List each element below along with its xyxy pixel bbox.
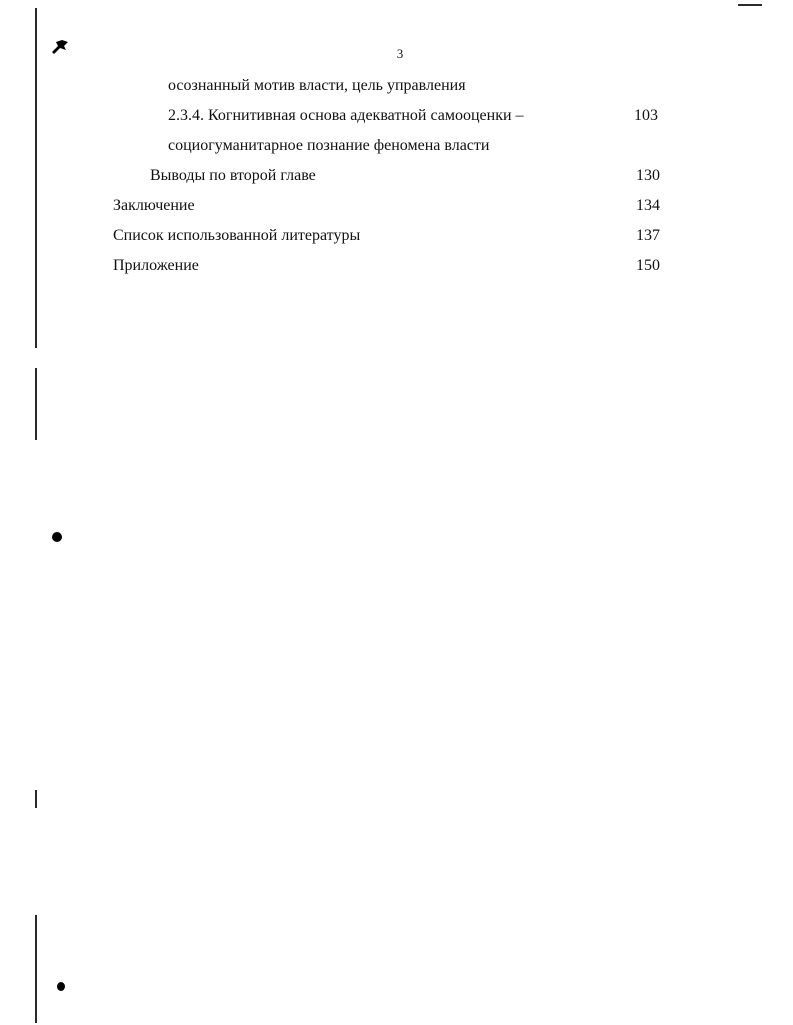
scan-margin-line bbox=[35, 8, 37, 348]
page-number: 3 bbox=[396, 46, 404, 61]
toc-entry-page: 130 bbox=[636, 167, 660, 184]
toc-entry-text: 2.3.4. Когнитивная основа адекватной самооценки – bbox=[168, 107, 524, 124]
toc-entry-text: социогуманитарное познание феномена власти bbox=[168, 137, 490, 154]
toc-entry-page: 150 bbox=[636, 257, 660, 274]
toc-entry-page: 134 bbox=[636, 197, 660, 214]
toc-entry-page: 137 bbox=[636, 227, 660, 244]
toc-entry-text: Заключение bbox=[113, 197, 195, 214]
toc-entry-text: осознанный мотив власти, цель управления bbox=[168, 77, 466, 94]
binder-hole-mark bbox=[57, 982, 65, 991]
scan-margin-line bbox=[35, 368, 37, 440]
toc-entry-text: Список использованной литературы bbox=[113, 227, 361, 244]
scan-top-mark bbox=[738, 4, 762, 6]
toc-entry-page: 103 bbox=[634, 107, 658, 124]
scan-margin-line bbox=[35, 915, 37, 1023]
toc-entry-text: Приложение bbox=[113, 257, 199, 274]
toc-entry-text: Выводы по второй главе bbox=[150, 167, 316, 184]
binder-hole-mark bbox=[52, 532, 62, 542]
scan-margin-line bbox=[35, 790, 37, 808]
binder-hole-mark-icon bbox=[50, 38, 70, 56]
